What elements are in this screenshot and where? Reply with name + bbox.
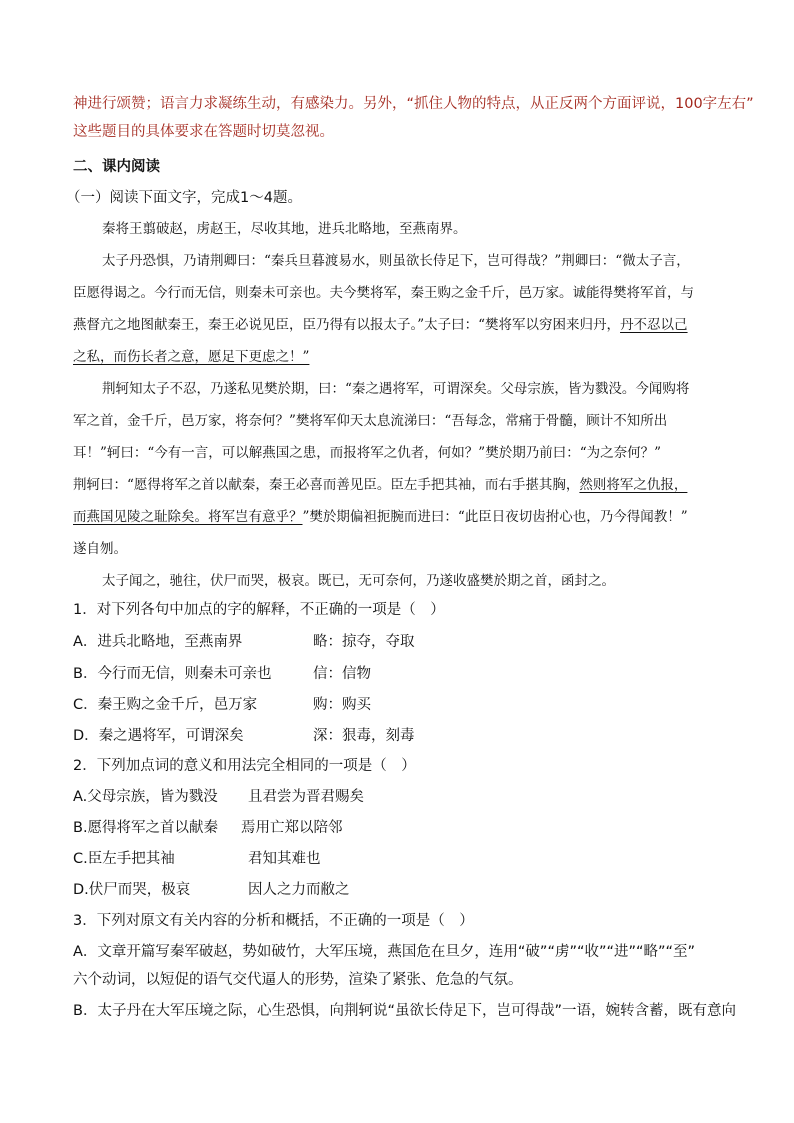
underlined-phrase: 然则将军之仇报，: [579, 477, 688, 493]
passage-p3-line-2: 军之首，金千斤，邑万家，将奈何？”樊将军仰天太息流涕曰：“吾每念，常痛于骨髓，顾计不知所出: [73, 413, 668, 429]
underlined-phrase: 之私，而伤长者之意，愿足下更虑之！”: [73, 349, 310, 365]
section-title: 二、课内阅读: [73, 159, 160, 175]
question-3-option-a-line-2: 六个动词，以短促的语气交代逼人的形势，渲染了紧张、危急的气氛。: [73, 972, 523, 988]
passage-p3-line-3: 耳！”轲曰：“今有一言，可以解燕国之患，而报将军之仇者，何如？”樊於期乃前曰：“为之奈何？”: [73, 445, 662, 461]
passage-paragraph-4: 太子闻之，驰往，伏尸而哭，极哀。既已，无可奈何，乃遂收盛樊於期之首，函封之。: [102, 573, 615, 589]
passage-p3-line-4-text: 荆轲曰：“愿得将军之首以献秦，秦王必喜而善见臣。臣左手把其袖，而右手揕其胸，: [73, 477, 580, 493]
option-text: D．秦之遇将军，可谓深矣: [73, 728, 244, 744]
option-text: B．今行而无信，则秦未可亲也: [73, 666, 272, 682]
option-text: C．秦王购之金千斤，邑万家: [73, 697, 258, 713]
passage-paragraph-1: 秦将王翦破赵，虏赵王，尽收其地，进兵北略地，至燕南界。: [102, 221, 467, 237]
question-2-option-c: [73, 849, 321, 869]
passage-p2-line-1: 太子丹恐惧，乃请荆卿曰：“秦兵旦暮渡易水，则虽欲长侍足下，岂可得哉？”荆卿曰：“微太子言，: [102, 253, 690, 269]
question-1-option-c: [73, 695, 371, 715]
question-3-option-a-line-1: A．文章开篇写秦军破赵，势如破竹，大军压境，燕国危在旦夕，连用“破”“虏”“收”“进”“略”“至”: [73, 944, 696, 960]
question-2-stem: 2．下列加点词的意义和用法完全相同的一项是（ ）: [73, 758, 416, 774]
option-text: B.愿得将军之首以献秦: [73, 820, 219, 836]
option-gloss: 购：购买: [313, 697, 371, 713]
intro-line-1: 神进行颂赞；语言力求凝练生动，有感染力。另外，“抓住人物的特点，从正反两个方面评说，100字左右”: [73, 96, 754, 112]
passage-p2-line-4: [73, 347, 309, 367]
underlined-phrase: 而燕国见陵之耻除矣。将军岂有意乎？: [73, 509, 303, 525]
part-title: （一）阅读下面文字，完成1～4题。: [66, 190, 302, 206]
question-3-option-b-line-1: B．太子丹在大军压境之际，心生恐惧，向荆轲说“虽欲长侍足下，岂可得哉”一语，婉转含蓄，既有意向: [73, 1003, 736, 1019]
option-text: D.伏尸而哭，极哀: [73, 882, 191, 898]
passage-p3-line-1: 荆轲知太子不忍，乃遂私见樊於期，曰：“秦之遇将军，可谓深矣。父母宗族，皆为戮没。今闻购将: [102, 381, 690, 397]
passage-p3-line-4: [73, 475, 687, 495]
option-text: A．进兵北略地，至燕南界: [73, 634, 243, 650]
question-3-stem: 3．下列对原文有关内容的分析和概括，不正确的一项是（ ）: [73, 913, 474, 929]
option-text: C.臣左手把其袖: [73, 851, 175, 867]
underlined-phrase: 丹不忍以己: [620, 317, 688, 333]
option-pair: 因人之力而敝之: [248, 882, 350, 898]
option-gloss: 信：信物: [313, 666, 371, 682]
intro-line-2: 这些题目的具体要求在答题时切莫忽视。: [73, 124, 334, 140]
option-pair: 君知其难也: [248, 851, 321, 867]
question-1-option-d: [73, 726, 415, 746]
passage-p2-line-2: 臣愿得谒之。今行而无信，则秦未可亲也。夫今樊将军，秦王购之金千斤，邑万家。诚能得樊将军首，与: [73, 285, 694, 301]
passage-p3-line-6: 遂自刎。: [73, 541, 127, 557]
question-1-option-a: [73, 632, 415, 652]
passage-p2-line-3: [73, 315, 688, 335]
passage-p3-line-5: [73, 507, 688, 527]
option-gloss: 深：狠毒，刻毒: [313, 728, 415, 744]
question-1-option-b: [73, 664, 371, 684]
question-1-stem: 1．对下列各句中加点的字的解释，不正确的一项是（ ）: [73, 602, 445, 618]
option-pair: 且君尝为晋君赐矣: [248, 789, 364, 805]
passage-p2-line-3-text: 燕督亢之地图献秦王，秦王必说见臣，臣乃得有以报太子。”太子曰：“樊将军以穷困来归丹，: [73, 317, 621, 333]
option-text: A.父母宗族，皆为戮没: [73, 789, 218, 805]
passage-p3-line-5-text: ”樊於期偏袒扼腕而进曰：“此臣日夜切齿拊心也，乃今得闻教！”: [302, 509, 688, 525]
option-pair: 焉用亡郑以陪邻: [241, 820, 343, 836]
option-gloss: 略：掠夺，夺取: [313, 634, 415, 650]
question-2-option-b: [73, 818, 343, 838]
question-2-option-a: [73, 787, 364, 807]
question-2-option-d: [73, 880, 350, 900]
